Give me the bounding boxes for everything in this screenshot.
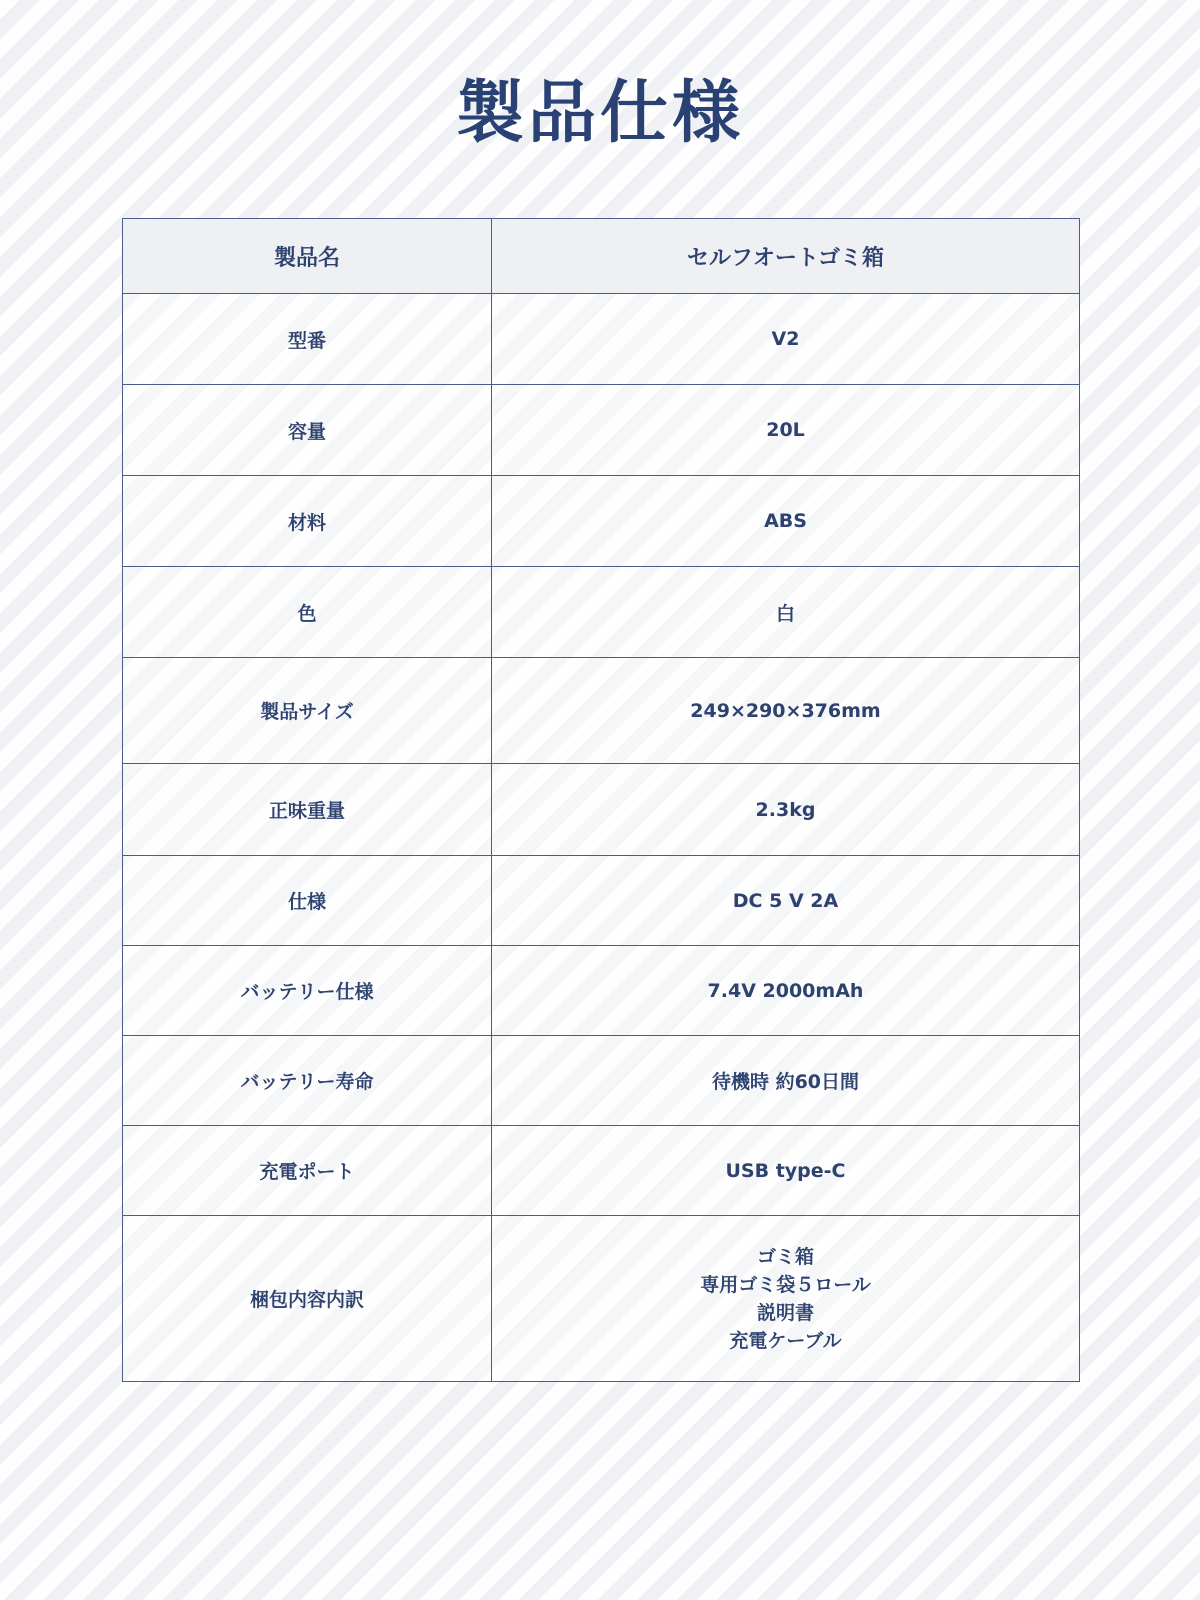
spec-value-battery-life: 待機時 約60日間 <box>492 1036 1080 1126</box>
table-row <box>123 294 1080 385</box>
spec-label-battery-life: バッテリー寿命 <box>123 1036 492 1126</box>
table-row <box>123 856 1080 946</box>
table-row <box>123 764 1080 856</box>
table-header-row <box>123 219 1080 294</box>
header-value-cell: セルフオートゴミ箱 <box>492 219 1080 294</box>
table-row <box>123 658 1080 764</box>
spec-table <box>122 218 1080 1382</box>
spec-label-battery: バッテリー仕様 <box>123 946 492 1036</box>
spec-label-package: 梱包内容内訳 <box>123 1216 492 1382</box>
spec-label-weight: 正味重量 <box>123 764 492 856</box>
spec-value-package: ゴミ箱 専用ゴミ袋５ロール 説明書 充電ケーブル <box>492 1216 1080 1382</box>
spec-value-color: 白 <box>492 567 1080 658</box>
spec-value-weight: 2.3kg <box>492 764 1080 856</box>
spec-value-material: ABS <box>492 476 1080 567</box>
spec-value-size: 249×290×376mm <box>492 658 1080 764</box>
table-row <box>123 1126 1080 1216</box>
table-row <box>123 946 1080 1036</box>
spec-label-model: 型番 <box>123 294 492 385</box>
table-row <box>123 476 1080 567</box>
table-row <box>123 567 1080 658</box>
header-label-cell: 製品名 <box>123 219 492 294</box>
spec-value-model: V2 <box>492 294 1080 385</box>
spec-label-material: 材料 <box>123 476 492 567</box>
spec-value-power: DC 5 V 2A <box>492 856 1080 946</box>
spec-label-charge-port: 充電ポート <box>123 1126 492 1216</box>
table-row <box>123 1216 1080 1382</box>
spec-value-capacity: 20L <box>492 385 1080 476</box>
spec-value-charge-port: USB type-C <box>492 1126 1080 1216</box>
spec-value-battery: 7.4V 2000mAh <box>492 946 1080 1036</box>
page-title: 製品仕様 <box>455 74 744 153</box>
spec-label-color: 色 <box>123 567 492 658</box>
spec-label-size: 製品サイズ <box>123 658 492 764</box>
table-row <box>123 385 1080 476</box>
spec-label-power: 仕様 <box>123 856 492 946</box>
spec-label-capacity: 容量 <box>123 385 492 476</box>
table-row <box>123 1036 1080 1126</box>
